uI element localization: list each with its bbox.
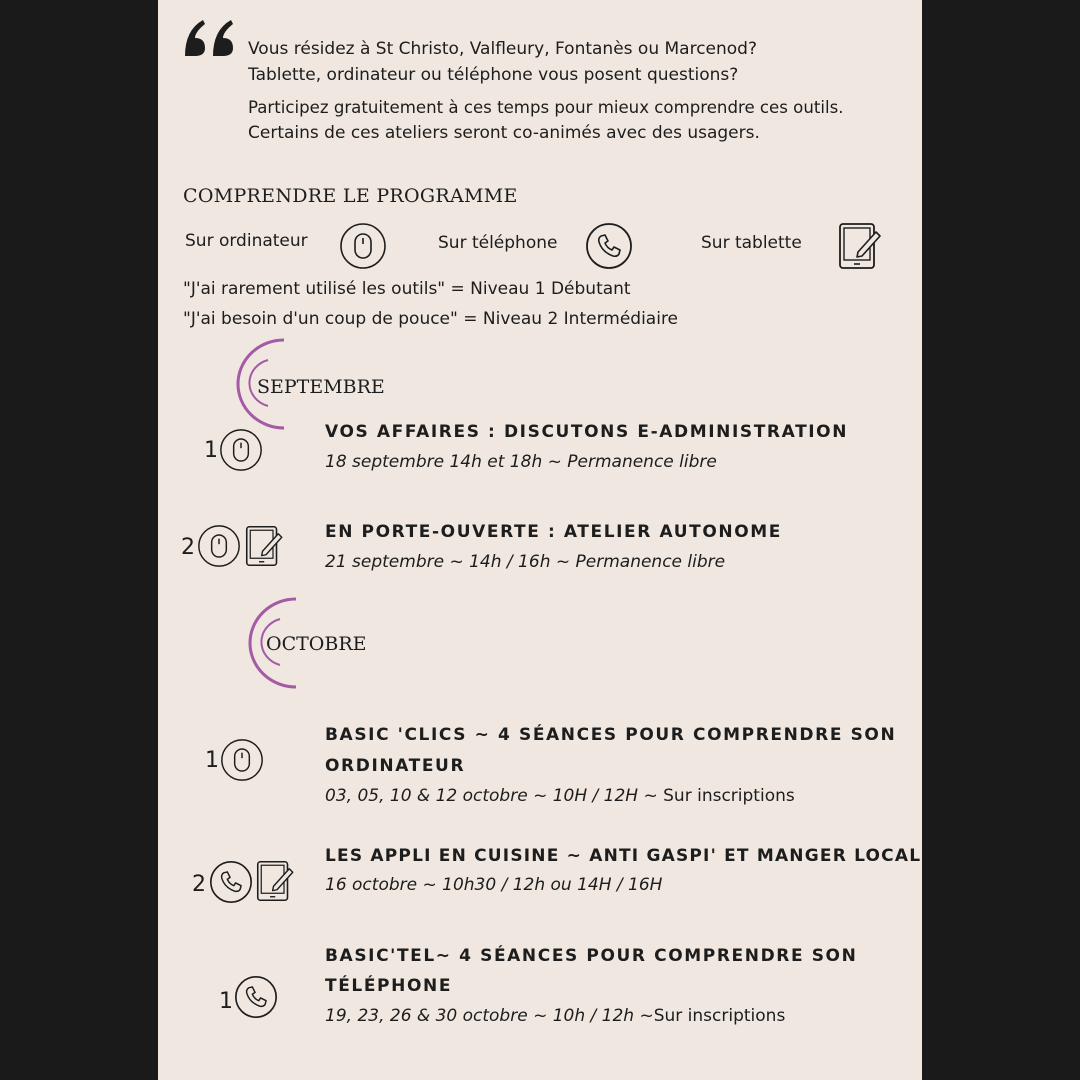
event-title: BASIC'TEL~ 4 SÉANCES POUR COMPRENDRE SON xyxy=(325,946,858,966)
event-level-number: 1 xyxy=(205,748,219,773)
month-october: OCTOBRE xyxy=(266,633,367,655)
intro-line-4: Certains de ces ateliers seront co-animés avec des usagers. xyxy=(248,123,760,143)
event-level-number: 2 xyxy=(192,872,206,897)
event-date: 03, 05, 10 & 12 octobre ~ 10H / 12H ~ Sur inscriptions xyxy=(325,786,795,806)
event-level-number: 1 xyxy=(204,438,218,463)
mouse-icon xyxy=(339,222,387,270)
event-title: VOS AFFAIRES : DISCUTONS E-ADMINISTRATION xyxy=(325,422,849,442)
mouse-icon xyxy=(219,428,263,472)
legend-computer-label: Sur ordinateur xyxy=(185,231,308,251)
tablet-icon xyxy=(256,860,298,902)
event-date: 21 septembre ~ 14h / 16h ~ Permanence libre xyxy=(325,552,726,572)
quote-icon xyxy=(183,18,239,58)
level-1-line: "J'ai rarement utilisé les outils" = Niveau 1 Débutant xyxy=(183,279,631,299)
phone-icon xyxy=(234,975,278,1019)
event-date: 19, 23, 26 & 30 octobre ~ 10h / 12h ~Sur inscriptions xyxy=(325,1006,786,1026)
mouse-icon xyxy=(197,524,241,568)
event-title: EN PORTE-OUVERTE : ATELIER AUTONOME xyxy=(325,522,782,542)
event-title-continued: ORDINATEUR xyxy=(325,756,466,776)
event-date: 16 octobre ~ 10h30 / 12h ou 14H / 16H xyxy=(325,875,663,895)
tablet-icon xyxy=(838,222,886,270)
level-2-line: "J'ai besoin d'un coup de pouce" = Niveau 2 Intermédiaire xyxy=(183,309,679,329)
phone-icon xyxy=(585,222,633,270)
mouse-icon xyxy=(220,738,264,782)
legend-phone-label: Sur téléphone xyxy=(438,233,558,253)
phone-icon xyxy=(209,860,253,904)
flyer-card xyxy=(158,0,922,1080)
event-level-number: 1 xyxy=(219,989,233,1014)
intro-line-1: Vous résidez à St Christo, Valfleury, Fontanès ou Marcenod? xyxy=(248,39,757,59)
intro-line-3: Participez gratuitement à ces temps pour mieux comprendre ces outils. xyxy=(248,98,844,117)
event-title: LES APPLI EN CUISINE ~ ANTI GASPI' ET MANGER LOCAL xyxy=(325,846,922,866)
legend-tablet-label: Sur tablette xyxy=(701,233,802,253)
event-date: 18 septembre 14h et 18h ~ Permanence libre xyxy=(325,452,717,472)
month-september: SEPTEMBRE xyxy=(257,376,385,398)
event-title: BASIC 'CLICS ~ 4 SÉANCES POUR COMPRENDRE SON xyxy=(325,725,897,745)
event-title-continued: TÉLÉPHONE xyxy=(325,976,453,996)
tablet-icon xyxy=(245,525,287,567)
event-level-number: 2 xyxy=(181,535,195,560)
intro-line-2: Tablette, ordinateur ou téléphone vous posent questions? xyxy=(248,65,739,85)
program-heading: COMPRENDRE LE PROGRAMME xyxy=(183,185,518,207)
